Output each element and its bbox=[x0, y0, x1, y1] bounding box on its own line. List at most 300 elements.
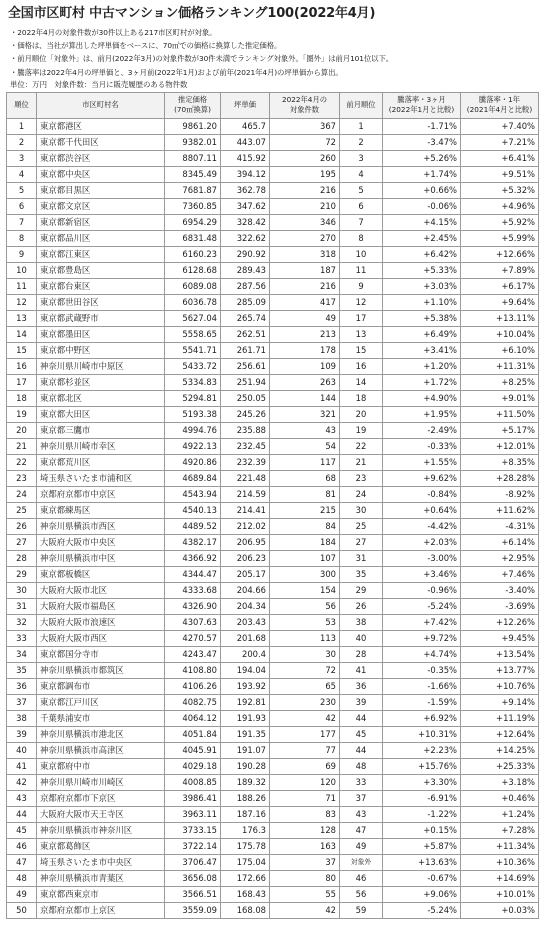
cell-rank: 20 bbox=[7, 422, 37, 438]
table-row bbox=[7, 758, 539, 774]
cell-price: 4108.80 bbox=[165, 662, 221, 678]
cell-tsubo: 191.35 bbox=[221, 726, 270, 742]
table-row bbox=[7, 790, 539, 806]
cell-change-3m: -0.06% bbox=[383, 198, 461, 214]
cell-change-3m: -2.49% bbox=[383, 422, 461, 438]
cell-rank: 5 bbox=[7, 182, 37, 198]
cell-count: 56 bbox=[270, 598, 340, 614]
cell-prev-rank: 46 bbox=[340, 870, 383, 886]
cell-change-3m: +2.03% bbox=[383, 534, 461, 550]
cell-price: 4045.91 bbox=[165, 742, 221, 758]
table-row bbox=[7, 774, 539, 790]
cell-price: 9861.20 bbox=[165, 118, 221, 134]
cell-rank: 30 bbox=[7, 582, 37, 598]
cell-count: 37 bbox=[270, 854, 340, 870]
ranking-table bbox=[6, 92, 539, 919]
cell-rank: 33 bbox=[7, 630, 37, 646]
cell-tsubo: 206.95 bbox=[221, 534, 270, 550]
table-row bbox=[7, 710, 539, 726]
cell-change-1y: +13.54% bbox=[461, 646, 539, 662]
cell-prev-rank: 7 bbox=[340, 214, 383, 230]
cell-price: 3963.11 bbox=[165, 806, 221, 822]
cell-city: 東京都中央区 bbox=[37, 166, 165, 182]
cell-price: 4994.76 bbox=[165, 422, 221, 438]
cell-change-3m: +9.72% bbox=[383, 630, 461, 646]
cell-change-3m: +7.42% bbox=[383, 614, 461, 630]
cell-change-3m: +3.30% bbox=[383, 774, 461, 790]
cell-prev-rank: 20 bbox=[340, 406, 383, 422]
note-line: ・価格は、当社が算出した坪単価をベースに、70㎡での価格に換算した推定価格。 bbox=[10, 41, 282, 51]
cell-count: 346 bbox=[270, 214, 340, 230]
header-change-1y-bottom: (2021年4月と比較) bbox=[466, 105, 533, 115]
cell-rank: 18 bbox=[7, 390, 37, 406]
cell-count: 109 bbox=[270, 358, 340, 374]
header-tsubo: 坪単価 bbox=[221, 92, 270, 118]
cell-count: 81 bbox=[270, 486, 340, 502]
cell-city: 東京都台東区 bbox=[37, 278, 165, 294]
cell-tsubo: 200.4 bbox=[221, 646, 270, 662]
cell-change-1y: +4.96% bbox=[461, 198, 539, 214]
cell-city: 神奈川県川崎市川崎区 bbox=[37, 774, 165, 790]
cell-tsubo: 287.56 bbox=[221, 278, 270, 294]
cell-tsubo: 250.05 bbox=[221, 390, 270, 406]
table-row bbox=[7, 630, 539, 646]
table-row bbox=[7, 854, 539, 870]
cell-prev-rank: 12 bbox=[340, 294, 383, 310]
table-row bbox=[7, 566, 539, 582]
table-row bbox=[7, 454, 539, 470]
table-row bbox=[7, 726, 539, 742]
header-price-bottom: (70㎡換算) bbox=[174, 105, 211, 115]
cell-city: 東京都新宿区 bbox=[37, 214, 165, 230]
cell-rank: 25 bbox=[7, 502, 37, 518]
cell-price: 5558.65 bbox=[165, 326, 221, 342]
cell-count: 300 bbox=[270, 566, 340, 582]
cell-count: 213 bbox=[270, 326, 340, 342]
cell-prev-rank: 38 bbox=[340, 614, 383, 630]
table-row bbox=[7, 198, 539, 214]
cell-change-1y: +7.28% bbox=[461, 822, 539, 838]
cell-count: 144 bbox=[270, 390, 340, 406]
cell-change-1y: +11.62% bbox=[461, 502, 539, 518]
cell-change-3m: +6.92% bbox=[383, 710, 461, 726]
cell-tsubo: 203.43 bbox=[221, 614, 270, 630]
cell-change-3m: -1.59% bbox=[383, 694, 461, 710]
header-price bbox=[165, 92, 221, 118]
cell-rank: 16 bbox=[7, 358, 37, 374]
table-row bbox=[7, 806, 539, 822]
cell-city: 神奈川県川崎市中原区 bbox=[37, 358, 165, 374]
cell-prev-rank: 9 bbox=[340, 278, 383, 294]
cell-change-3m: +6.49% bbox=[383, 326, 461, 342]
cell-change-1y: +25.33% bbox=[461, 758, 539, 774]
cell-rank: 36 bbox=[7, 678, 37, 694]
cell-change-1y: +28.28% bbox=[461, 470, 539, 486]
cell-change-1y: +9.64% bbox=[461, 294, 539, 310]
cell-change-3m: +3.03% bbox=[383, 278, 461, 294]
cell-change-1y: +5.92% bbox=[461, 214, 539, 230]
cell-tsubo: 175.04 bbox=[221, 854, 270, 870]
cell-price: 4922.13 bbox=[165, 438, 221, 454]
cell-price: 9382.01 bbox=[165, 134, 221, 150]
cell-prev-rank: 16 bbox=[340, 358, 383, 374]
table-row bbox=[7, 358, 539, 374]
cell-change-3m: -6.91% bbox=[383, 790, 461, 806]
cell-prev-rank: 41 bbox=[340, 662, 383, 678]
table-row bbox=[7, 422, 539, 438]
cell-tsubo: 221.48 bbox=[221, 470, 270, 486]
cell-prev-rank: 5 bbox=[340, 182, 383, 198]
cell-price: 6954.29 bbox=[165, 214, 221, 230]
cell-city: 東京都杉並区 bbox=[37, 374, 165, 390]
cell-change-1y: +8.25% bbox=[461, 374, 539, 390]
cell-tsubo: 415.92 bbox=[221, 150, 270, 166]
cell-tsubo: 245.26 bbox=[221, 406, 270, 422]
cell-change-3m: +9.06% bbox=[383, 886, 461, 902]
cell-rank: 6 bbox=[7, 198, 37, 214]
cell-price: 4489.52 bbox=[165, 518, 221, 534]
header-count-top: 2022年4月の bbox=[281, 94, 328, 104]
cell-prev-rank: 14 bbox=[340, 374, 383, 390]
cell-tsubo: 191.93 bbox=[221, 710, 270, 726]
table-row bbox=[7, 294, 539, 310]
cell-city: 京都府京都市中京区 bbox=[37, 486, 165, 502]
cell-change-1y: +5.99% bbox=[461, 230, 539, 246]
cell-change-1y: +6.17% bbox=[461, 278, 539, 294]
cell-city: 千葉県浦安市 bbox=[37, 710, 165, 726]
cell-change-1y: +11.19% bbox=[461, 710, 539, 726]
header-price-top: 推定価格 bbox=[177, 94, 208, 104]
cell-prev-rank: 23 bbox=[340, 470, 383, 486]
cell-prev-rank: 44 bbox=[340, 742, 383, 758]
cell-change-3m: +0.66% bbox=[383, 182, 461, 198]
cell-change-3m: -3.47% bbox=[383, 134, 461, 150]
table-row bbox=[7, 886, 539, 902]
cell-count: 42 bbox=[270, 710, 340, 726]
cell-price: 4326.90 bbox=[165, 598, 221, 614]
cell-prev-rank: 19 bbox=[340, 422, 383, 438]
cell-count: 260 bbox=[270, 150, 340, 166]
cell-tsubo: 206.23 bbox=[221, 550, 270, 566]
note-line: ・前月順位「対象外」は、前月(2022年3月)の対象件数が30件未満でランキング対象外。「圏外」は前月101位以下。 bbox=[10, 54, 394, 64]
cell-prev-rank: 17 bbox=[340, 310, 383, 326]
cell-count: 72 bbox=[270, 134, 340, 150]
cell-change-3m: -0.84% bbox=[383, 486, 461, 502]
cell-tsubo: 190.28 bbox=[221, 758, 270, 774]
table-row bbox=[7, 742, 539, 758]
cell-change-1y: +7.89% bbox=[461, 262, 539, 278]
cell-count: 178 bbox=[270, 342, 340, 358]
cell-rank: 15 bbox=[7, 342, 37, 358]
cell-tsubo: 235.88 bbox=[221, 422, 270, 438]
cell-price: 4920.86 bbox=[165, 454, 221, 470]
cell-city: 大阪府大阪市北区 bbox=[37, 582, 165, 598]
cell-rank: 27 bbox=[7, 534, 37, 550]
cell-change-1y: +10.01% bbox=[461, 886, 539, 902]
cell-rank: 48 bbox=[7, 870, 37, 886]
cell-count: 184 bbox=[270, 534, 340, 550]
cell-tsubo: 265.74 bbox=[221, 310, 270, 326]
cell-price: 3566.51 bbox=[165, 886, 221, 902]
cell-city: 東京都江戸川区 bbox=[37, 694, 165, 710]
cell-count: 49 bbox=[270, 310, 340, 326]
cell-count: 53 bbox=[270, 614, 340, 630]
cell-change-3m: +1.74% bbox=[383, 166, 461, 182]
table-row bbox=[7, 518, 539, 534]
cell-count: 71 bbox=[270, 790, 340, 806]
cell-count: 216 bbox=[270, 182, 340, 198]
cell-count: 128 bbox=[270, 822, 340, 838]
cell-tsubo: 289.43 bbox=[221, 262, 270, 278]
cell-prev-rank: 36 bbox=[340, 678, 383, 694]
cell-tsubo: 168.08 bbox=[221, 902, 270, 918]
cell-count: 83 bbox=[270, 806, 340, 822]
header-change-3m bbox=[383, 92, 461, 118]
cell-tsubo: 214.59 bbox=[221, 486, 270, 502]
cell-change-1y: +12.26% bbox=[461, 614, 539, 630]
cell-change-1y: -3.69% bbox=[461, 598, 539, 614]
table-row bbox=[7, 470, 539, 486]
cell-change-1y: -3.40% bbox=[461, 582, 539, 598]
cell-change-3m: +2.23% bbox=[383, 742, 461, 758]
cell-prev-rank: 24 bbox=[340, 486, 383, 502]
table-row bbox=[7, 310, 539, 326]
cell-city: 埼玉県さいたま市浦和区 bbox=[37, 470, 165, 486]
cell-count: 68 bbox=[270, 470, 340, 486]
cell-change-3m: +1.20% bbox=[383, 358, 461, 374]
cell-rank: 47 bbox=[7, 854, 37, 870]
cell-prev-rank: 31 bbox=[340, 550, 383, 566]
table-row bbox=[7, 598, 539, 614]
table-row bbox=[7, 150, 539, 166]
cell-rank: 4 bbox=[7, 166, 37, 182]
cell-rank: 38 bbox=[7, 710, 37, 726]
header-count-bottom: 対象件数 bbox=[289, 105, 320, 115]
cell-rank: 26 bbox=[7, 518, 37, 534]
cell-city: 東京都目黒区 bbox=[37, 182, 165, 198]
cell-change-3m: +1.72% bbox=[383, 374, 461, 390]
cell-change-3m: +4.15% bbox=[383, 214, 461, 230]
table-row bbox=[7, 486, 539, 502]
cell-change-1y: -4.31% bbox=[461, 518, 539, 534]
cell-rank: 45 bbox=[7, 822, 37, 838]
cell-change-3m: +13.63% bbox=[383, 854, 461, 870]
cell-price: 5541.71 bbox=[165, 342, 221, 358]
cell-price: 7360.85 bbox=[165, 198, 221, 214]
note-line: ・2022年4月の対象件数が30件以上ある217市区町村が対象。 bbox=[10, 28, 217, 37]
cell-price: 5627.04 bbox=[165, 310, 221, 326]
cell-tsubo: 204.34 bbox=[221, 598, 270, 614]
table-row bbox=[7, 438, 539, 454]
cell-city: 東京都武蔵野市 bbox=[37, 310, 165, 326]
cell-change-3m: +3.41% bbox=[383, 342, 461, 358]
cell-city: 東京都葛飾区 bbox=[37, 838, 165, 854]
cell-city: 京都府京都市下京区 bbox=[37, 790, 165, 806]
cell-prev-rank: 対象外 bbox=[340, 854, 383, 870]
table-row bbox=[7, 550, 539, 566]
cell-prev-rank: 37 bbox=[340, 790, 383, 806]
cell-count: 187 bbox=[270, 262, 340, 278]
cell-count: 210 bbox=[270, 198, 340, 214]
cell-count: 215 bbox=[270, 502, 340, 518]
table-row bbox=[7, 406, 539, 422]
cell-city: 東京都渋谷区 bbox=[37, 150, 165, 166]
cell-rank: 19 bbox=[7, 406, 37, 422]
cell-price: 6128.68 bbox=[165, 262, 221, 278]
cell-prev-rank: 21 bbox=[340, 454, 383, 470]
cell-change-1y: +10.76% bbox=[461, 678, 539, 694]
cell-prev-rank: 18 bbox=[340, 390, 383, 406]
cell-price: 3986.41 bbox=[165, 790, 221, 806]
cell-change-1y: +11.50% bbox=[461, 406, 539, 422]
table-row bbox=[7, 694, 539, 710]
cell-change-1y: +0.03% bbox=[461, 902, 539, 918]
cell-price: 3733.15 bbox=[165, 822, 221, 838]
cell-count: 321 bbox=[270, 406, 340, 422]
cell-price: 6831.48 bbox=[165, 230, 221, 246]
cell-change-1y: +9.45% bbox=[461, 630, 539, 646]
cell-prev-rank: 29 bbox=[340, 582, 383, 598]
cell-count: 367 bbox=[270, 118, 340, 134]
cell-change-1y: +10.04% bbox=[461, 326, 539, 342]
cell-price: 8345.49 bbox=[165, 166, 221, 182]
cell-change-1y: +6.10% bbox=[461, 342, 539, 358]
cell-city: 大阪府大阪市浪速区 bbox=[37, 614, 165, 630]
cell-change-3m: -3.00% bbox=[383, 550, 461, 566]
table-row bbox=[7, 374, 539, 390]
cell-prev-rank: 49 bbox=[340, 838, 383, 854]
cell-prev-rank: 48 bbox=[340, 758, 383, 774]
cell-city: 東京都豊島区 bbox=[37, 262, 165, 278]
header-city: 市区町村名 bbox=[37, 92, 165, 118]
cell-change-1y: +11.31% bbox=[461, 358, 539, 374]
cell-tsubo: 191.07 bbox=[221, 742, 270, 758]
cell-city: 東京都国分寺市 bbox=[37, 646, 165, 662]
cell-prev-rank: 10 bbox=[340, 246, 383, 262]
cell-change-3m: +1.10% bbox=[383, 294, 461, 310]
table-header-row bbox=[7, 92, 539, 118]
cell-prev-rank: 30 bbox=[340, 502, 383, 518]
cell-city: 神奈川県横浜市青葉区 bbox=[37, 870, 165, 886]
cell-count: 318 bbox=[270, 246, 340, 262]
cell-prev-rank: 44 bbox=[340, 710, 383, 726]
cell-rank: 3 bbox=[7, 150, 37, 166]
cell-city: 神奈川県横浜市神奈川区 bbox=[37, 822, 165, 838]
cell-city: 東京都千代田区 bbox=[37, 134, 165, 150]
cell-rank: 29 bbox=[7, 566, 37, 582]
cell-change-1y: +3.18% bbox=[461, 774, 539, 790]
header-change-1y bbox=[461, 92, 539, 118]
cell-city: 東京都練馬区 bbox=[37, 502, 165, 518]
cell-prev-rank: 43 bbox=[340, 806, 383, 822]
cell-change-3m: +2.45% bbox=[383, 230, 461, 246]
header-change-1y-top: 騰落率・1年 bbox=[478, 94, 521, 104]
cell-price: 4082.75 bbox=[165, 694, 221, 710]
cell-change-3m: -0.67% bbox=[383, 870, 461, 886]
cell-tsubo: 256.61 bbox=[221, 358, 270, 374]
cell-tsubo: 251.94 bbox=[221, 374, 270, 390]
cell-price: 4106.26 bbox=[165, 678, 221, 694]
cell-rank: 9 bbox=[7, 246, 37, 262]
cell-city: 東京都北区 bbox=[37, 390, 165, 406]
table-row bbox=[7, 278, 539, 294]
cell-rank: 34 bbox=[7, 646, 37, 662]
cell-city: 大阪府大阪市西区 bbox=[37, 630, 165, 646]
header-rank: 順位 bbox=[7, 92, 37, 118]
cell-rank: 28 bbox=[7, 550, 37, 566]
cell-rank: 50 bbox=[7, 902, 37, 918]
cell-count: 84 bbox=[270, 518, 340, 534]
cell-change-1y: +14.25% bbox=[461, 742, 539, 758]
cell-rank: 43 bbox=[7, 790, 37, 806]
cell-change-1y: +8.35% bbox=[461, 454, 539, 470]
cell-city: 東京都板橋区 bbox=[37, 566, 165, 582]
cell-price: 4689.84 bbox=[165, 470, 221, 486]
cell-tsubo: 176.3 bbox=[221, 822, 270, 838]
cell-change-1y: +13.77% bbox=[461, 662, 539, 678]
cell-change-1y: +9.14% bbox=[461, 694, 539, 710]
cell-tsubo: 261.71 bbox=[221, 342, 270, 358]
cell-tsubo: 193.92 bbox=[221, 678, 270, 694]
cell-city: 神奈川県横浜市西区 bbox=[37, 518, 165, 534]
cell-rank: 49 bbox=[7, 886, 37, 902]
header-count bbox=[270, 92, 340, 118]
cell-change-1y: +12.01% bbox=[461, 438, 539, 454]
cell-count: 43 bbox=[270, 422, 340, 438]
cell-count: 263 bbox=[270, 374, 340, 390]
cell-count: 163 bbox=[270, 838, 340, 854]
cell-prev-rank: 56 bbox=[340, 886, 383, 902]
cell-prev-rank: 26 bbox=[340, 598, 383, 614]
cell-price: 4243.47 bbox=[165, 646, 221, 662]
cell-rank: 39 bbox=[7, 726, 37, 742]
page-title: 全国市区町村 中古マンション価格ランキング100(2022年4月) bbox=[8, 6, 376, 21]
cell-city: 東京都西東京市 bbox=[37, 886, 165, 902]
cell-change-3m: +5.38% bbox=[383, 310, 461, 326]
table-row bbox=[7, 326, 539, 342]
cell-change-3m: -0.33% bbox=[383, 438, 461, 454]
cell-count: 270 bbox=[270, 230, 340, 246]
cell-change-3m: +3.46% bbox=[383, 566, 461, 582]
cell-prev-rank: 33 bbox=[340, 774, 383, 790]
cell-prev-rank: 28 bbox=[340, 646, 383, 662]
notes-block bbox=[10, 26, 539, 79]
cell-tsubo: 204.66 bbox=[221, 582, 270, 598]
cell-price: 7681.87 bbox=[165, 182, 221, 198]
cell-city: 京都府京都市上京区 bbox=[37, 902, 165, 918]
cell-change-1y: +5.17% bbox=[461, 422, 539, 438]
cell-city: 東京都府中市 bbox=[37, 758, 165, 774]
cell-change-3m: -0.96% bbox=[383, 582, 461, 598]
header-change-3m-bottom: (2022年1月と比較) bbox=[388, 105, 455, 115]
cell-change-1y: +11.34% bbox=[461, 838, 539, 854]
cell-rank: 22 bbox=[7, 454, 37, 470]
cell-price: 5334.83 bbox=[165, 374, 221, 390]
cell-rank: 13 bbox=[7, 310, 37, 326]
cell-change-3m: -5.24% bbox=[383, 598, 461, 614]
cell-rank: 46 bbox=[7, 838, 37, 854]
cell-prev-rank: 2 bbox=[340, 134, 383, 150]
cell-rank: 8 bbox=[7, 230, 37, 246]
cell-city: 東京都世田谷区 bbox=[37, 294, 165, 310]
cell-price: 4064.12 bbox=[165, 710, 221, 726]
cell-rank: 41 bbox=[7, 758, 37, 774]
cell-tsubo: 232.45 bbox=[221, 438, 270, 454]
table-row bbox=[7, 678, 539, 694]
cell-change-1y: +7.40% bbox=[461, 118, 539, 134]
cell-price: 8807.11 bbox=[165, 150, 221, 166]
cell-city: 東京都江東区 bbox=[37, 246, 165, 262]
